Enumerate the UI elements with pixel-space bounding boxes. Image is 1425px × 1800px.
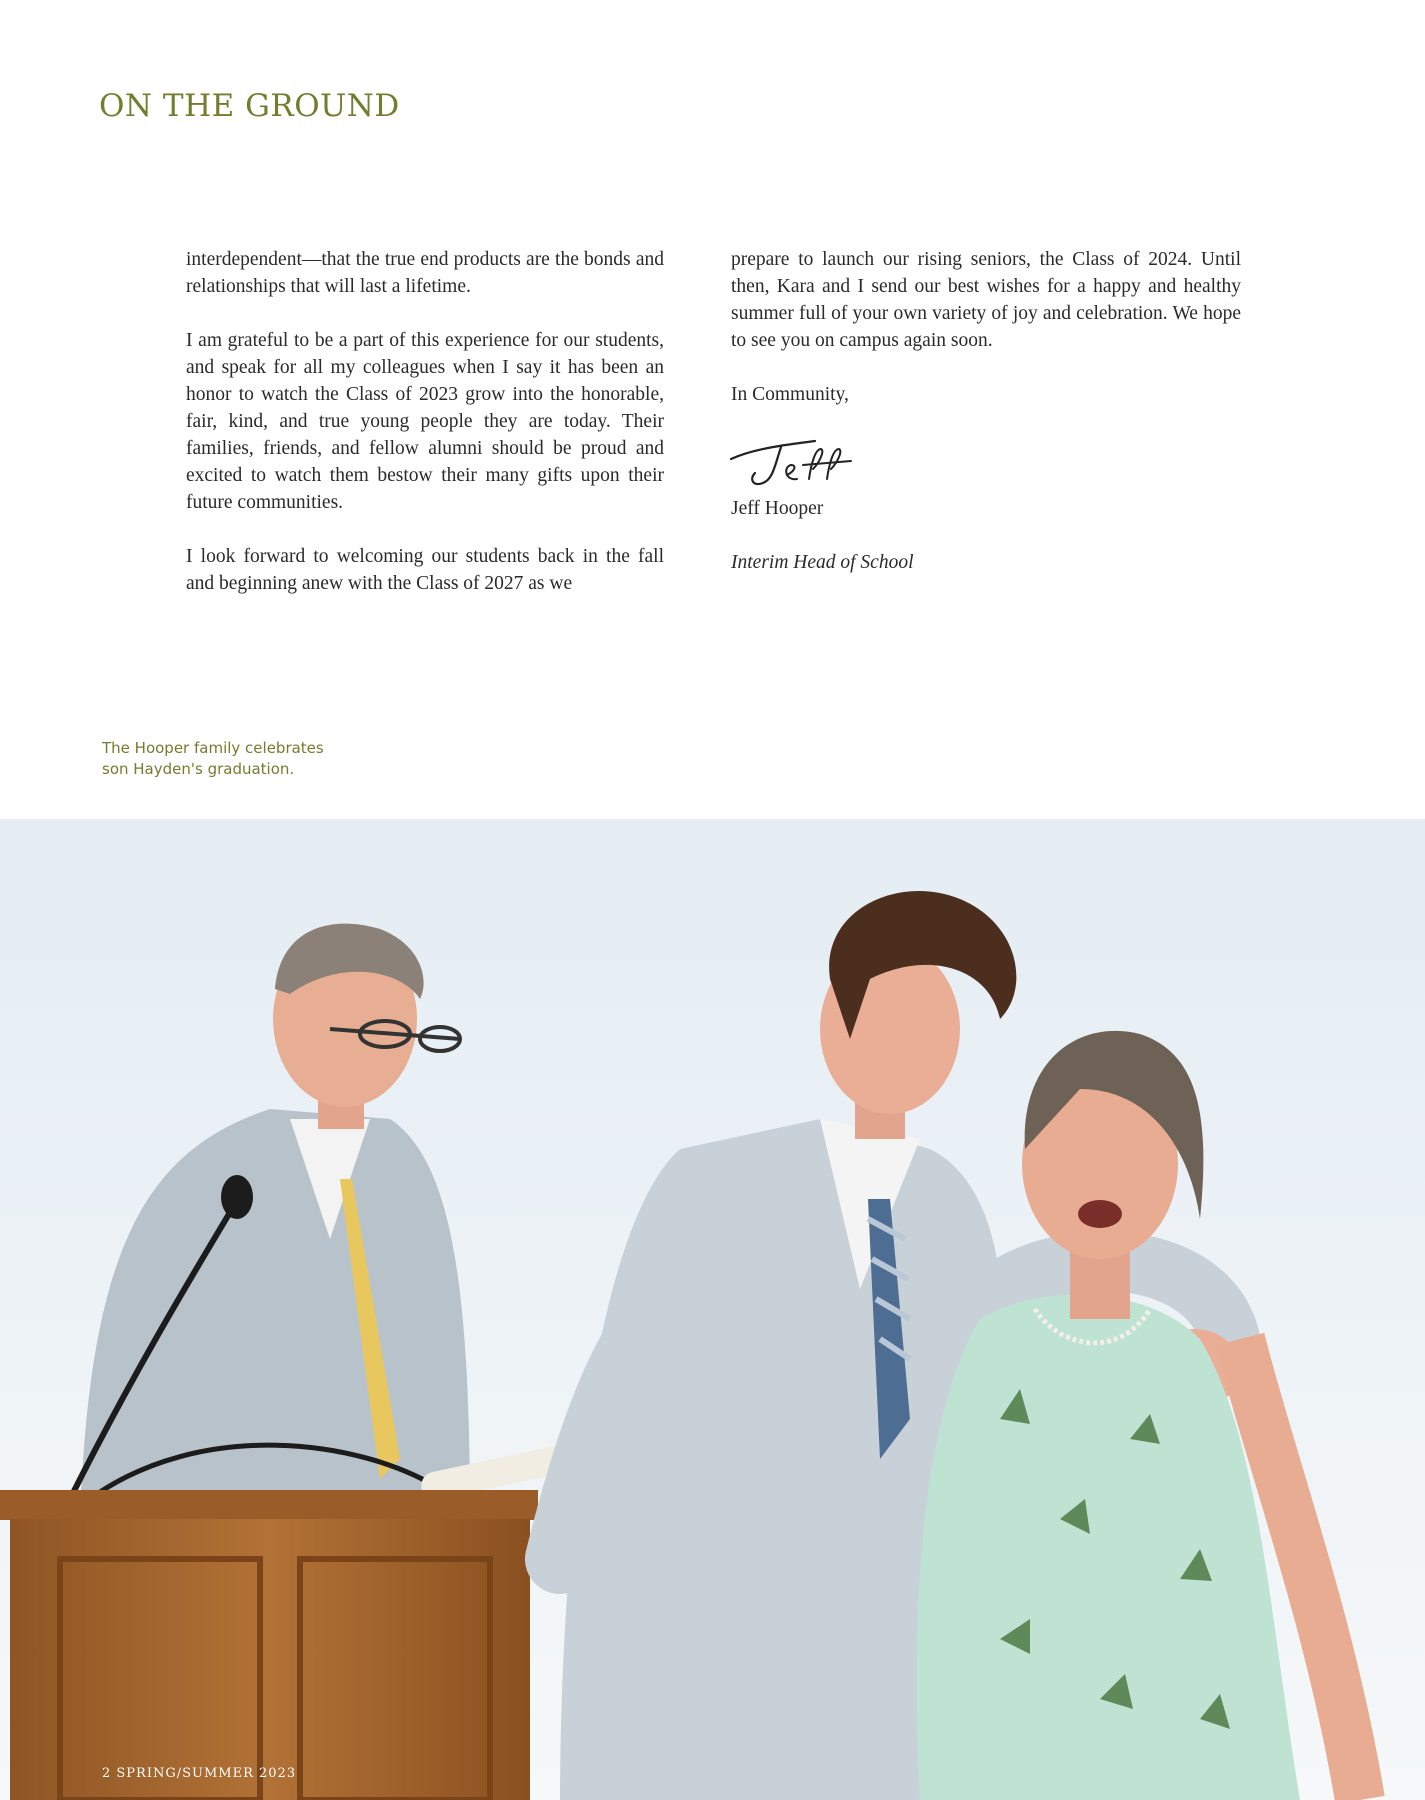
- letter-left-column: [186, 246, 664, 624]
- section-title: ON THE GROUND: [99, 88, 400, 124]
- caption-line: The Hooper family celebrates: [102, 739, 324, 757]
- letter-paragraph: I look forward to welcoming our students back in the fall and beginning anew with the Class of 2027 as we: [186, 546, 664, 594]
- photo-caption: [102, 738, 362, 780]
- caption-line: son Hayden's graduation.: [102, 760, 295, 778]
- letter-closing: In Community,: [731, 384, 849, 405]
- signer-name: Jeff Hooper: [731, 498, 824, 519]
- signer-title: Interim Head of School: [731, 552, 914, 573]
- letter-paragraph: I am grateful to be a part of this experience for our students, and speak for all my colleagues when I say it has been an honor to watch the Class of 2023 grow into the honorable, fair, kind, and true young people they are today. Their families, friends, and fellow alumni should be proud and excited to watch them bestow their many gifts upon their future communities.: [186, 330, 664, 513]
- page-folio: 2 SPRING/SUMMER 2023: [102, 1766, 297, 1781]
- letter-paragraph: prepare to launch our rising seniors, the Class of 2024. Until then, Kara and I send our best wishes for a happy and healthy summer full of your own variety of joy and celebration. We hope to see you on campus again soon.: [731, 249, 1241, 351]
- podium: [0, 1490, 538, 1800]
- graduation-photo: [0, 819, 1425, 1800]
- letter-paragraph: interdependent—that the true end products are the bonds and relationships that will last a lifetime.: [186, 249, 664, 297]
- letter-right-column: [731, 246, 1241, 603]
- signature-image: [723, 435, 858, 495]
